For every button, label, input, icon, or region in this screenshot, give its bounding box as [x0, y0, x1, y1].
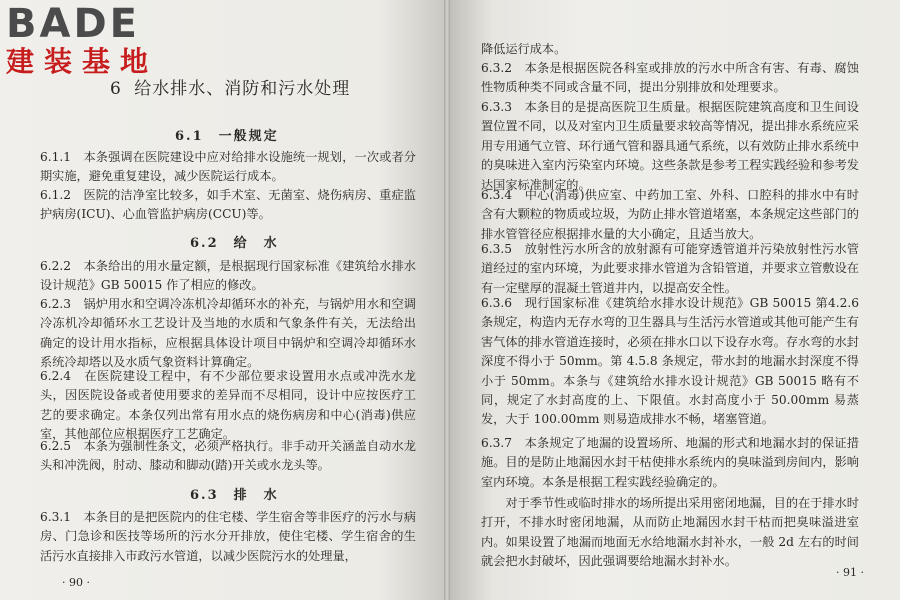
clause-6-3-7: 6.3.7 本条规定了地漏的设置场所、地漏的形式和地漏水封的保证措施。目的是防止地漏因水封干枯使排水系统内的臭味溢到房间内，影响室内环境。本条是根据工程实践经验确定的。	[481, 436, 859, 489]
page-number-right: · 91 ·	[836, 566, 864, 579]
section-heading-6-1: 6.1 一般规定	[175, 129, 279, 144]
clause-6-3-1: 6.3.1 本条目的是把医院内的住宅楼、学生宿舍等非医疗的污水与病房、门急诊和医技等场所的污水分开排放，使住宅楼、学生宿舍的生活污水直接排入市政污水管道，以减少医院污水的处理量，	[40, 510, 416, 563]
clause-6-3-5: 6.3.5 放射性污水所含的放射源有可能穿透管道并污染放射性污水管道经过的室内环境，为此要求排水管道为含铅管道，并要求立管敷设在有一定壁厚的混凝土管道井内，以提高安全性。	[481, 242, 859, 295]
section-heading-6-2: 6.2 给 水	[190, 236, 279, 251]
clause-6-3-3: 6.3.3 本条目的是提高医院卫生质量。根据医院建筑高度和卫生间设置位置不同，以及对室内卫生质量要求较高等情况，提出排水系统应采用专用通气立管、环行通气管和器具通气系统，以有效防止排水系统中的臭味进入室内污染室内环境。这些条款是参考工程实践经验和参考发达国家标准制定的。	[481, 100, 859, 192]
clause-6-2-2: 6.2.2 本条给出的用水量定额，是根据现行国家标准《建筑给水排水设计规范》GB 50015 作了相应的修改。	[40, 259, 416, 293]
clause-6-1-1: 6.1.1 本条强调在医院建设中应对给排水设施统一规划，一次或者分期实施，避免重复建设，减少医院运行成本。	[40, 150, 416, 184]
clause-6-3-4: 6.3.4 中心(消毒)供应室、中药加工室、外科、口腔科的排水中有时含有大颗粒的物质或垃圾，为防止排水管道堵塞，本条规定这些部门的排水管管径应根据排水量的大小确定，且适当放大。	[481, 188, 859, 241]
section-heading-6-3: 6.3 排 水	[190, 488, 279, 503]
chapter-number: 6	[110, 79, 122, 99]
logo	[6, 1, 176, 78]
page-number-left: · 90 ·	[62, 576, 90, 589]
chapter-title	[110, 74, 350, 99]
logo-mark: BADE	[6, 1, 140, 47]
clause-6-2-3: 6.2.3 锅炉用水和空调冷冻机冷却循环水的补充，与锅炉用水和空调冷冻机冷却循环水工艺设计及当地的水质和气象条件有关，无法给出确定的设计用水指标，应根据具体设计项目中锅炉和空调冷却循环水系统冷却塔以及水质气象资料计算确定。	[40, 297, 416, 370]
clause-6-2-5: 6.2.5 本条为强制性条文，必须严格执行。非手动开关涵盖自动水龙头和冲洗阀，肘动、膝动和脚动(踏)开关或水龙头等。	[40, 439, 416, 473]
clause-6-3-2: 6.3.2 本条是根据医院各科室或排放的污水中所含有害、有毒、腐蚀性物质种类不同或含量不同，提出分别排放和处理要求。	[481, 61, 859, 95]
clause-6-2-4: 6.2.4 在医院建设工程中，有不少部位要求设置用水点或冲洗水龙头，因医院设备或者使用要求的差异而不尽相同，设计中应按医疗工艺的要求确定。本条仅列出常有用水点的烧伤病房和中心(消毒)供应室，其他部位应根据医疗工艺确定。	[40, 369, 416, 442]
clause-6-3-1-continued: 降低运行成本。	[481, 42, 567, 56]
chapter-title-text: 给水排水、消防和污水处理	[134, 79, 351, 99]
clause-6-1-2: 6.1.2 医院的洁净室比较多，如手术室、无菌室、烧伤病房、重症监护病房(ICU)、心血管监护病房(CCU)等。	[40, 188, 416, 222]
logo-subtitle: 建装基地	[6, 45, 159, 78]
clause-6-3-7-paragraph-2: 对于季节性或临时排水的场所提出采用密闭地漏，目的在于排水时打开，不排水时密闭地漏，从而防止地漏因水封干枯而把臭味溢进室内。如果设置了地漏而地面无水给地漏水封补水，一般 2d 左右的时间就会把水封破坏，因此强调要给地漏水封补水。	[481, 496, 859, 569]
clause-6-3-6: 6.3.6 现行国家标准《建筑给水排水设计规范》GB 50015 第4.2.6 条规定，构造内无存水弯的卫生器具与生活污水管道或其他可能产生有害气体的排水管道连接时，必须在排水口以下设存水弯。存水弯的水封深度不得小于 50mm。第 4.5.8 条规定，带水封的地漏水封深度不得小于 50mm。本条与《建筑给水排水设计规范》GB 50015 略有不同，规定了水封高度的上、下限值。水封高度小于 50.00mm 易蒸发，大于 100.00mm 则易造成排水不畅，堵塞管道。	[481, 296, 859, 427]
book-spine	[444, 0, 450, 600]
